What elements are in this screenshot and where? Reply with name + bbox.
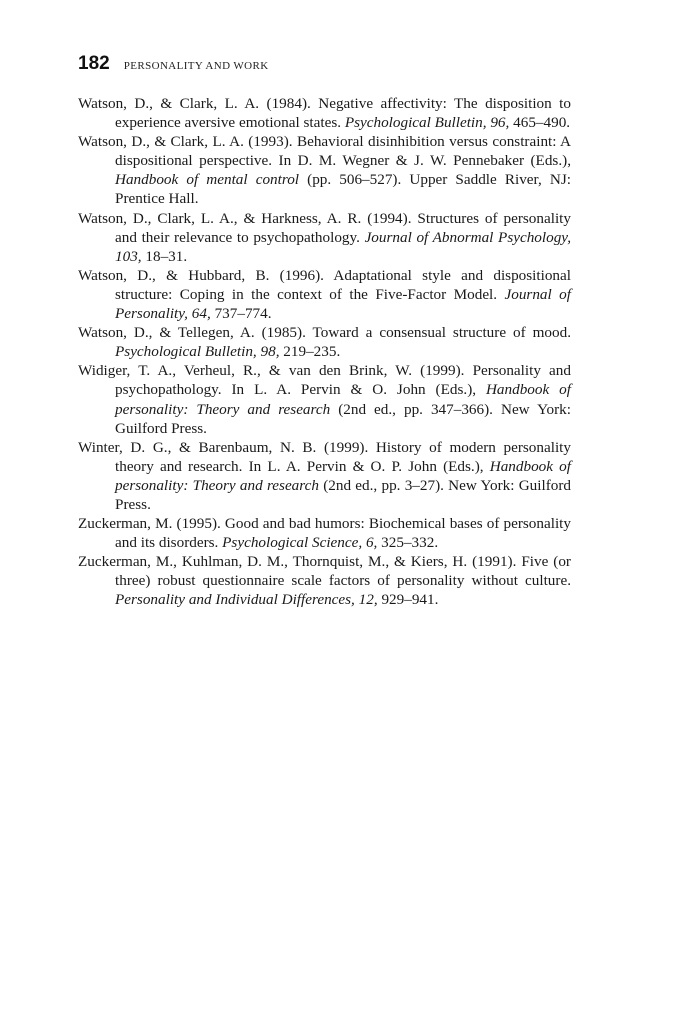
reference-text: Widiger, T. A., Verheul, R., & van den Brink, W. (1999). Personality and psychopathology. In L. A. Pervin & O. John (Eds.), <box>78 362 571 399</box>
running-title: PERSONALITY AND WORK <box>123 60 269 72</box>
reference-entry <box>78 94 571 132</box>
reference-entry <box>78 438 571 514</box>
reference-source: Psychological Bulletin, 98, <box>115 343 280 361</box>
reference-source: Journal of Personality, 64, <box>115 285 571 323</box>
reference-text: Zuckerman, M., Kuhlman, D. M., Thornquist, M., & Kiers, H. (1991). Five (or three) robust questionnaire scale factors of personality without culture. <box>78 553 571 590</box>
reference-entry <box>78 361 571 437</box>
reference-source: Handbook of personality: Theory and research <box>115 457 571 494</box>
reference-source: Journal of Abnormal Psychology, 103, <box>115 228 571 265</box>
reference-source: Psychological Science, 6, <box>222 534 378 552</box>
reference-entry <box>78 209 571 266</box>
reference-text: Watson, D., & Clark, L. A. (1993). Behavioral disinhibition versus constraint: A dispositional perspective. In D. M. Wegner & J. W. Pennebaker (Eds.), <box>78 133 571 170</box>
reference-tail: 929–941. <box>377 591 439 609</box>
reference-text: Watson, D., & Tellegen, A. (1985). Toward a consensual structure of mood. <box>78 324 571 342</box>
reference-entry <box>78 132 571 208</box>
reference-tail: 219–235. <box>279 343 341 361</box>
reference-source: Psychological Bulletin, 96, <box>344 114 510 132</box>
reference-tail: 465–490. <box>509 114 571 132</box>
reference-entry <box>78 552 571 609</box>
reference-text: Watson, D., & Hubbard, B. (1996). Adaptational style and dispositional structure: Coping in the context of the Five-Factor Model. <box>78 266 571 303</box>
running-head <box>78 53 269 75</box>
reference-tail: 18–31. <box>141 247 188 265</box>
page-number: 182 <box>78 53 110 74</box>
reference-text: Watson, D., Clark, L. A., & Harkness, A. R. (1994). Structures of personality and their relevance to psychopathology. <box>78 209 571 246</box>
reference-tail: (2nd ed., pp. 347–366). New York: Guilford Press. <box>115 400 571 437</box>
reference-text: Zuckerman, M. (1995). Good and bad humors: Biochemical bases of personality and its disorders. <box>78 515 571 552</box>
reference-tail: 325–332. <box>377 534 439 552</box>
reference-tail: (2nd ed., pp. 3–27). New York: Guilford Press. <box>115 476 572 513</box>
reference-source: Handbook of personality: Theory and research <box>115 381 571 418</box>
reference-entry <box>78 514 571 552</box>
reference-text: Watson, D., & Clark, L. A. (1984). Negative affectivity: The disposition to experience aversive emotional states. <box>78 95 571 132</box>
reference-entry <box>78 266 571 323</box>
reference-list <box>78 94 571 610</box>
reference-tail: 737–774. <box>210 305 272 323</box>
reference-source: Personality and Individual Differences, 12, <box>115 591 378 609</box>
reference-tail: (pp. 506–527). Upper Saddle River, NJ: Prentice Hall. <box>115 171 571 208</box>
reference-text: Winter, D. G., & Barenbaum, N. B. (1999). History of modern personality theory and research. In L. A. Pervin & O. P. John (Eds.), <box>78 438 571 475</box>
reference-entry <box>78 323 571 361</box>
reference-source: Handbook of mental control <box>115 171 300 189</box>
